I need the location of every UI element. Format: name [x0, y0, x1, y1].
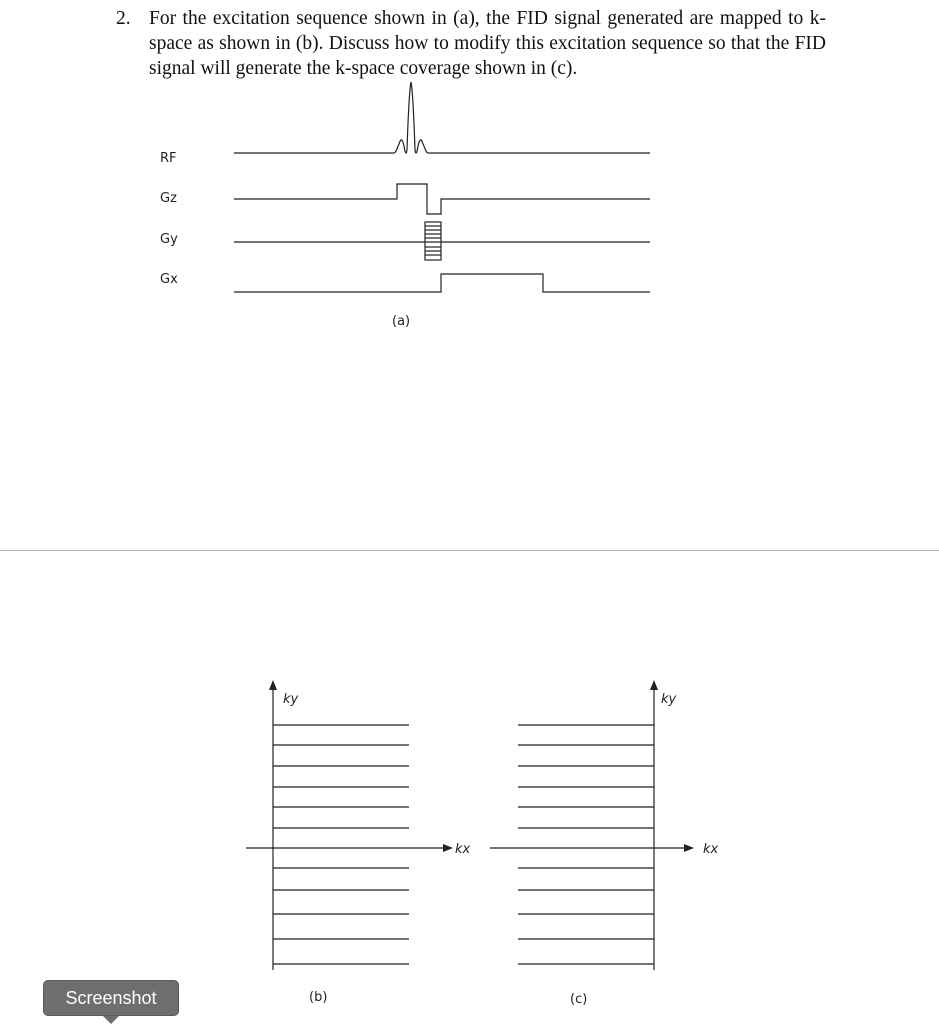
- kspace-c-diagram: [490, 680, 694, 970]
- question-number: 2.: [116, 8, 131, 29]
- kspace-b-lines: [273, 725, 409, 964]
- screenshot-button[interactable]: Screenshot: [43, 980, 179, 1016]
- gx-label: Gx: [160, 272, 178, 287]
- kspace-c-lines: [518, 725, 654, 964]
- kspace-c-ky-label: ky: [661, 692, 677, 707]
- gz-label: Gz: [160, 191, 177, 206]
- rf-label: RF: [160, 151, 177, 166]
- page-divider: [0, 550, 939, 551]
- kspace-b-kx-label: kx: [455, 842, 471, 857]
- kspace-c-kx-arrowhead: [684, 844, 694, 852]
- kspace-b-ky-label: ky: [283, 692, 299, 707]
- kspace-c-ky-arrowhead: [650, 680, 658, 690]
- gx-waveform: [234, 274, 650, 292]
- screenshot-tooltip-tail: [103, 1016, 119, 1024]
- kspace-b-ky-arrowhead: [269, 680, 277, 690]
- kspace-b-kx-arrowhead: [443, 844, 453, 852]
- kspace-c-kx-label: kx: [703, 842, 719, 857]
- gy-label: Gy: [160, 232, 178, 247]
- caption-c: (c): [570, 992, 588, 1007]
- caption-a: (a): [392, 314, 411, 329]
- kspace-b-diagram: [246, 680, 453, 970]
- gy-phase-table: [425, 222, 441, 260]
- question-body: For the excitation sequence shown in (a), the FID signal generated are mapped to k-space as shown in (b). Discuss how to modify this excitation sequence so that the FID signal will generate the k-space coverage shown in (c).: [149, 8, 826, 79]
- pulse-sequence-diagram: [234, 82, 650, 292]
- gz-waveform: [234, 184, 650, 214]
- rf-line: [234, 82, 650, 153]
- caption-b: (b): [309, 990, 328, 1005]
